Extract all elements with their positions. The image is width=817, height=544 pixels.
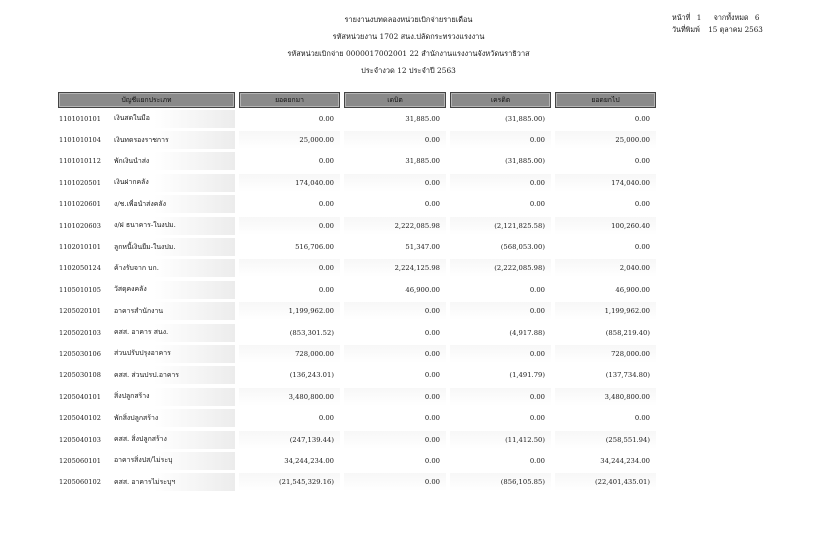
account-cell (56, 472, 237, 493)
table-row (56, 407, 658, 428)
account-code: 1101010112 (59, 157, 101, 166)
account-cell (56, 108, 237, 129)
disbursing-unit-line: รหัสหน่วยเบิกจ่าย 0000017002001 22 สำนักงานแรงงานจังหวัดนราธิวาส (287, 49, 530, 58)
account-cell (56, 365, 237, 386)
credit-cell: (4,917.88) (448, 322, 553, 343)
table-row (56, 236, 658, 257)
total-label: จากทั้งหมด (713, 13, 749, 22)
closing-balance-cell: 34,244,234.00 (553, 450, 658, 471)
debit-cell: 46,900.00 (342, 279, 448, 300)
account-name: คสส. สิ่งปลูกสร้าง (114, 435, 167, 444)
account-name: คสส. อาคารไม่ระบุฯ (114, 477, 176, 486)
debit-cell: 2,222,085.98 (342, 215, 448, 236)
account-name: คสส. อาคาร สนง. (114, 328, 169, 337)
debit-cell: 31,885.00 (342, 151, 448, 172)
account-cell (56, 172, 237, 193)
table-row (56, 194, 658, 215)
debit-cell: 0.00 (342, 301, 448, 322)
table-row (56, 386, 658, 407)
credit-cell: (31,885.00) (448, 108, 553, 129)
account-name: ง/ช.เพื่อนำส่งคลัง (114, 199, 166, 208)
opening-balance-cell: 0.00 (237, 215, 342, 236)
account-code: 1101020501 (59, 178, 101, 187)
opening-balance-cell: 0.00 (237, 279, 342, 300)
credit-cell: (11,412.50) (448, 429, 553, 450)
debit-cell: 0.00 (342, 129, 448, 150)
total-pages: 6 (754, 13, 760, 22)
debit-cell: 0.00 (342, 429, 448, 450)
account-name: วัสดุคงคลัง (114, 285, 147, 294)
account-code: 1205060101 (59, 456, 101, 465)
table-row (56, 151, 658, 172)
debit-cell: 0.00 (342, 343, 448, 364)
opening-balance-cell: 516,706.00 (237, 236, 342, 257)
table-row (56, 129, 658, 150)
table-row (56, 172, 658, 193)
account-cell (56, 129, 237, 150)
account-cell (56, 343, 237, 364)
table-row (56, 450, 658, 471)
closing-balance-cell: (858,219.40) (553, 322, 658, 343)
opening-balance-cell: 174,040.00 (237, 172, 342, 193)
opening-balance-cell: 3,480,800.00 (237, 386, 342, 407)
opening-balance-cell: 0.00 (237, 258, 342, 279)
col-header-account: บัญชีแยกประเภท (56, 92, 237, 108)
credit-cell: (2,121,825.58) (448, 215, 553, 236)
table-row (56, 258, 658, 279)
account-cell (56, 429, 237, 450)
debit-cell: 31,885.00 (342, 108, 448, 129)
closing-balance-cell: 0.00 (553, 108, 658, 129)
closing-balance-cell: 0.00 (553, 151, 658, 172)
credit-cell: 0.00 (448, 279, 553, 300)
table-row (56, 365, 658, 386)
opening-balance-cell: 0.00 (237, 407, 342, 428)
table-row (56, 279, 658, 300)
table-row (56, 343, 658, 364)
account-cell (56, 407, 237, 428)
opening-balance-cell: (136,243.01) (237, 365, 342, 386)
closing-balance-cell: 728,000.00 (553, 343, 658, 364)
account-cell (56, 236, 237, 257)
opening-balance-cell: 728,000.00 (237, 343, 342, 364)
account-code: 1205020103 (59, 328, 101, 337)
table-row (56, 322, 658, 343)
opening-balance-cell: 34,244,234.00 (237, 450, 342, 471)
credit-cell: 0.00 (448, 407, 553, 428)
account-code: 1101010104 (59, 136, 101, 145)
debit-cell: 0.00 (342, 450, 448, 471)
account-cell (56, 279, 237, 300)
trial-balance-table (56, 92, 658, 493)
debit-cell: 0.00 (342, 386, 448, 407)
debit-cell: 0.00 (342, 407, 448, 428)
print-date-label: วันที่พิมพ์ (672, 25, 700, 34)
credit-cell: (568,053.00) (448, 236, 553, 257)
debit-cell: 2,224,125.98 (342, 258, 448, 279)
account-code: 1102050124 (59, 264, 101, 273)
opening-balance-cell: (21,545,329.16) (237, 472, 342, 493)
account-name: เงินทดรองราชการ (114, 135, 169, 144)
account-code: 1205060102 (59, 478, 101, 487)
account-code: 1205040103 (59, 435, 101, 444)
credit-cell: 0.00 (448, 301, 553, 322)
account-cell (56, 151, 237, 172)
credit-cell: 0.00 (448, 194, 553, 215)
closing-balance-cell: 0.00 (553, 407, 658, 428)
col-header-closing: ยอดยกไป (553, 92, 658, 108)
account-code: 1101020601 (59, 200, 101, 209)
account-name: ส่วนปรับปรุงอาคาร (114, 349, 171, 358)
credit-cell: 0.00 (448, 386, 553, 407)
debit-cell: 0.00 (342, 322, 448, 343)
credit-cell: 0.00 (448, 172, 553, 193)
page-number-info (672, 13, 759, 24)
closing-balance-cell: 3,480,800.00 (553, 386, 658, 407)
account-name: พักสิ่งปลูกสร้าง (114, 413, 159, 422)
table-row (56, 215, 658, 236)
table-row (56, 108, 658, 129)
page-label: หน้าที่ (672, 13, 691, 22)
account-cell (56, 386, 237, 407)
closing-balance-cell: 2,040.00 (553, 258, 658, 279)
opening-balance-cell: 0.00 (237, 151, 342, 172)
closing-balance-cell: (22,401,435.01) (553, 472, 658, 493)
account-code: 1205030108 (59, 371, 101, 380)
closing-balance-cell: 46,900.00 (553, 279, 658, 300)
account-code: 1101020603 (59, 221, 101, 230)
closing-balance-cell: (258,551.94) (553, 429, 658, 450)
account-code: 1102010101 (59, 243, 101, 252)
credit-cell: (1,491.79) (448, 365, 553, 386)
closing-balance-cell: 25,000.00 (553, 129, 658, 150)
credit-cell: 0.00 (448, 129, 553, 150)
opening-balance-cell: (853,301.52) (237, 322, 342, 343)
closing-balance-cell: 0.00 (553, 194, 658, 215)
col-header-debit: เดบิต (342, 92, 448, 108)
credit-cell: 0.00 (448, 450, 553, 471)
account-name: เงินสดในมือ (114, 114, 150, 123)
credit-cell: (2,222,085.98) (448, 258, 553, 279)
print-date: 15 ตุลาคม 2563 (708, 25, 763, 34)
account-code: 1205040102 (59, 414, 101, 423)
account-name: อาคารสิ่งปส/ไม่ระบุ (114, 456, 173, 465)
credit-cell: 0.00 (448, 343, 553, 364)
debit-cell: 0.00 (342, 172, 448, 193)
account-cell (56, 322, 237, 343)
col-header-credit: เครดิต (448, 92, 553, 108)
debit-cell: 0.00 (342, 365, 448, 386)
account-cell (56, 301, 237, 322)
account-name: คสส. ส่วนปรป.อาคาร (114, 370, 180, 379)
account-code: 1105010105 (59, 285, 101, 294)
account-code: 1205030106 (59, 349, 101, 358)
opening-balance-cell: 1,199,962.00 (237, 301, 342, 322)
credit-cell: (856,105.85) (448, 472, 553, 493)
debit-cell: 51,347.00 (342, 236, 448, 257)
account-code: 1205040101 (59, 392, 101, 401)
print-date-info (672, 25, 763, 36)
account-cell (56, 194, 237, 215)
table-row (56, 429, 658, 450)
closing-balance-cell: (137,734.80) (553, 365, 658, 386)
account-name: ค้างรับจาก บก. (114, 263, 159, 272)
account-code: 1101010101 (59, 114, 101, 123)
account-cell (56, 450, 237, 471)
account-name: สิ่งปลูกสร้าง (114, 392, 150, 401)
account-cell (56, 258, 237, 279)
debit-cell: 0.00 (342, 472, 448, 493)
account-name: ง/ฝ ธนาคาร-ในงปม. (114, 221, 176, 230)
page-number: 1 (696, 13, 702, 22)
account-name: เงินฝากคลัง (114, 178, 149, 187)
table-row (56, 472, 658, 493)
credit-cell: (31,885.00) (448, 151, 553, 172)
account-cell (56, 215, 237, 236)
closing-balance-cell: 1,199,962.00 (553, 301, 658, 322)
account-code: 1205020101 (59, 307, 101, 316)
account-name: อาคารสำนักงาน (114, 306, 164, 315)
closing-balance-cell: 100,260.40 (553, 215, 658, 236)
opening-balance-cell: (247,139.44) (237, 429, 342, 450)
table-row (56, 301, 658, 322)
debit-cell: 0.00 (342, 194, 448, 215)
agency-line: รหัสหน่วยงาน 1702 สนง.ปลัดกระทรวงแรงงาน (332, 32, 485, 41)
col-header-opening: ยอดยกมา (237, 92, 342, 108)
account-name: ลูกหนี้เงินยืม-ในงปม. (114, 242, 176, 251)
period-line: ประจำงวด 12 ประจำปี 2563 (361, 66, 456, 75)
table-header-row (56, 92, 658, 108)
account-name: พักเงินนำส่ง (114, 156, 150, 165)
opening-balance-cell: 0.00 (237, 194, 342, 215)
opening-balance-cell: 0.00 (237, 108, 342, 129)
report-title: รายงานงบทดลองหน่วยเบิกจ่ายรายเดือน (344, 15, 473, 24)
closing-balance-cell: 0.00 (553, 236, 658, 257)
closing-balance-cell: 174,040.00 (553, 172, 658, 193)
opening-balance-cell: 25,000.00 (237, 129, 342, 150)
